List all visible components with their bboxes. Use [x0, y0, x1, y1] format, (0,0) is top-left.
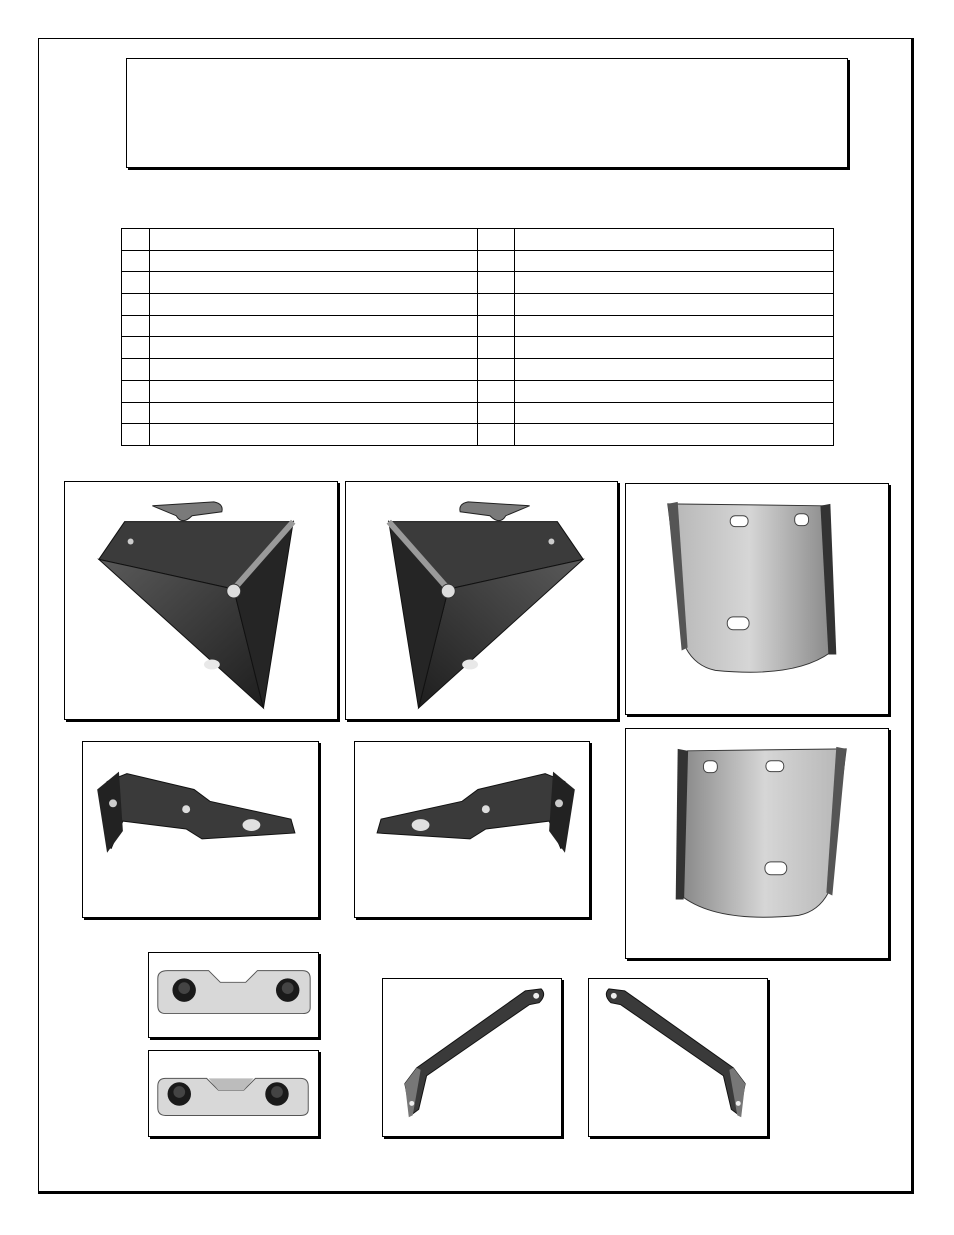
photo-passenger-side-frame-bracket — [345, 481, 618, 720]
table-cell-qty-left — [122, 229, 150, 251]
table-row — [122, 294, 834, 316]
table-cell-desc-left — [150, 424, 478, 446]
photo-brace-right — [588, 978, 768, 1137]
photo-flat-plate-right — [625, 728, 889, 959]
table-row — [122, 359, 834, 381]
table-cell-qty-right — [478, 315, 515, 337]
table-cell-desc-left — [150, 337, 478, 359]
photo-brace-left — [382, 978, 562, 1137]
table-cell-qty-right — [478, 229, 515, 251]
photo-flat-plate-left — [625, 483, 889, 715]
table-cell-desc-right — [515, 402, 834, 424]
photo-driver-side-frame-bracket — [64, 481, 338, 720]
table-cell-qty-right — [478, 272, 515, 294]
table-cell-desc-right — [515, 359, 834, 381]
table-cell-desc-left — [150, 359, 478, 381]
table-row — [122, 402, 834, 424]
table-cell-desc-right — [515, 315, 834, 337]
table-cell-qty-left — [122, 402, 150, 424]
table-cell-desc-right — [515, 337, 834, 359]
table-row — [122, 250, 834, 272]
table-row — [122, 229, 834, 251]
table-cell-qty-right — [478, 424, 515, 446]
table-cell-qty-right — [478, 402, 515, 424]
table-cell-desc-left — [150, 315, 478, 337]
table-cell-desc-left — [150, 380, 478, 402]
table-cell-qty-left — [122, 294, 150, 316]
photo-angle-bracket-left — [82, 741, 319, 918]
table-cell-desc-right — [515, 250, 834, 272]
table-cell-desc-left — [150, 250, 478, 272]
table-cell-desc-right — [515, 229, 834, 251]
table-cell-qty-left — [122, 359, 150, 381]
table-cell-desc-right — [515, 424, 834, 446]
table-row — [122, 315, 834, 337]
table-cell-qty-left — [122, 337, 150, 359]
photo-angle-bracket-right — [354, 741, 590, 918]
table-cell-qty-left — [122, 250, 150, 272]
table-cell-desc-right — [515, 380, 834, 402]
table-cell-desc-left — [150, 272, 478, 294]
table-cell-qty-left — [122, 272, 150, 294]
table-cell-desc-left — [150, 294, 478, 316]
table-row — [122, 272, 834, 294]
parts-list-table — [121, 228, 834, 446]
table-cell-qty-left — [122, 315, 150, 337]
table-row — [122, 337, 834, 359]
table-cell-qty-right — [478, 337, 515, 359]
photo-nut-plate-bottom — [148, 1050, 319, 1137]
photo-nut-plate-top — [148, 952, 319, 1038]
table-cell-qty-left — [122, 380, 150, 402]
table-cell-qty-right — [478, 294, 515, 316]
table-cell-qty-right — [478, 359, 515, 381]
table-cell-desc-right — [515, 272, 834, 294]
table-cell-desc-right — [515, 294, 834, 316]
table-row — [122, 380, 834, 402]
table-cell-desc-left — [150, 229, 478, 251]
table-cell-desc-left — [150, 402, 478, 424]
table-cell-qty-right — [478, 380, 515, 402]
header-box — [126, 58, 848, 168]
table-cell-qty-left — [122, 424, 150, 446]
table-cell-qty-right — [478, 250, 515, 272]
table-row — [122, 424, 834, 446]
